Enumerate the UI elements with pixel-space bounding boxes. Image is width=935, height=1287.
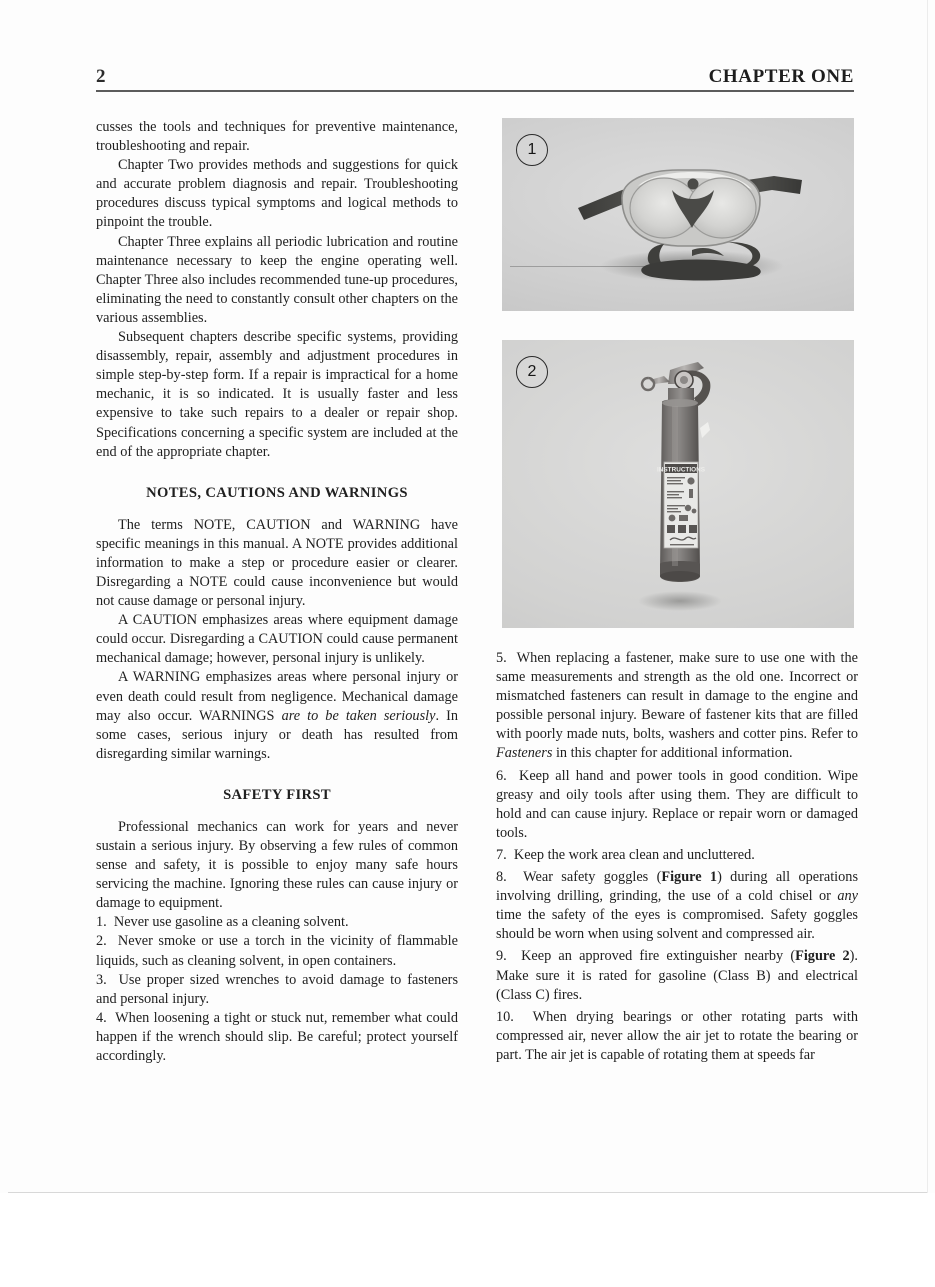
paragraph: Subsequent chapters describe specific systems, providing disassembly, repair, assembly and adjustment procedures in simple step-by-step form. If a repair is impractical for a home mechanic, it is so indicated. It is usually faster and less expensive to take such repairs to a dealer or repair shop. Specifications concerning a specific system are included at the end of the appropriate chapter. [96,329,458,460]
warning-tail: . In some cases, serious injury or death has resulted from disregarding similar warnings. [96,707,458,762]
list-text: Keep all hand and power tools in good condition. Wipe greasy and oily tools after using them. They are difficult to hold and can cause injury. Replace or repair worn or damaged tools. [496,767,858,841]
spacer [96,805,458,818]
list-text: Use proper sized wrenches to avoid damage to fasteners and personal injury. [96,971,459,1007]
list-text: Never smoke or use a torch in the vicinity of flammable liquids, such as cleaning solvent, in open containers. [96,933,458,969]
safety-list-item [96,932,458,970]
list-text-mid: ) during all operations involving drilling, grinding, the use of a cold chisel or [496,869,859,905]
list-text: When drying bearings or other rotating parts with compressed air, never allow the air jet to rotate the bearing or part. The air jet is capable of rotating them at speeds far [496,1008,858,1063]
list-number: 5. [496,650,507,666]
list-text: When loosening a tight or stuck nut, remember what could happen if the wrench should slip. Be careful; protect yourself accordingly. [96,1009,458,1065]
safety-list-item [496,947,858,1004]
spacer [96,764,458,786]
paragraph: A CAUTION emphasizes areas where equipment damage could occur. Disregarding a CAUTION could cause permanent mechanical damage; however, personal injury is unlikely. [96,612,458,667]
section-heading-notes: NOTES, CAUTIONS AND WARNINGS [146,484,408,501]
section-heading-safety: SAFETY FIRST [223,786,331,803]
safety-list-item [496,868,858,944]
figure-reference: Figure 2 [795,948,850,965]
figure-2-fire-extinguisher [502,340,854,628]
warning-lead: A WARNING emphasizes areas where personal injury or even death could result from negligence. Mechanical damage may also occur. WARNINGS [96,669,458,724]
warning-emphasis: are to be taken seriously [281,707,436,724]
safety-list-item [496,649,858,764]
right-text-column [496,649,858,1065]
safety-list-item [96,913,458,932]
spacer [96,462,458,484]
scan-edge-bottom [8,1192,928,1193]
safety-list-item [496,846,858,865]
paragraph: Chapter Three explains all periodic lubrication and routine maintenance necessary to keep the engine operating well. Chapter Three also includes recommended tune-up procedures, eliminating the need to constantly consult other chapters on the various assemblies. [96,233,458,326]
list-text-tail: time the safety of the eyes is compromised. Safety goggles should be worn when using solvent and compressed air. [496,907,858,943]
warning-paragraph [96,668,458,763]
list-number: 6. [496,767,507,784]
left-text-column [96,118,458,1066]
page-number: 2 [96,66,106,87]
safety-list-item [96,971,458,1009]
chapter-title: CHAPTER ONE [708,66,854,87]
list-number: 7. [496,846,507,863]
list-text-tail: in this chapter for additional information. [552,745,793,762]
fire-extinguisher-illustration [620,358,740,613]
list-number: 2. [96,933,107,950]
emphasis: any [837,888,858,905]
safety-goggles-illustration [552,146,827,296]
list-text: Wear safety goggles ( [523,869,662,886]
list-text: Never use gasoline as a cleaning solvent. [113,914,349,931]
safety-list-item [496,767,858,843]
figure-1-safety-goggles [502,118,854,311]
list-text: When replacing a fastener, make sure to use one with the same measurements and strength as the old one. Incorrect or mismatched fasteners can result in damage to the engine and possible personal injury. Beware of fastener kits that are filled with poorly made nuts, bolts, washers and cotter pins. Refer to [496,650,859,743]
spacer [96,503,458,516]
list-number: 8. [496,869,507,886]
figure-reference: Figure 1 [661,869,718,886]
extinguisher-instruction-label [657,462,706,548]
figure-callout-number: 1 [516,134,548,166]
scan-edge-right [927,0,928,1193]
cross-reference: Fasteners [496,745,553,762]
safety-list-item [96,1009,458,1066]
list-number: 3. [96,971,107,988]
list-number: 1. [96,914,107,931]
figure-callout-number: 2 [516,356,548,388]
paragraph: The terms NOTE, CAUTION and WARNING have specific meanings in this manual. A NOTE provides additional information to make a step or procedure easier or clearer. Disregarding a NOTE could cause inconvenience but would not cause damage or personal injury. [96,516,458,610]
label-title-text: INSTRUCTIONS [657,466,705,474]
paragraph: Chapter Two provides methods and suggestions for quick and accurate problem diagnosis and repair. Troubleshooting procedures discuss typical symptoms and logical methods to pinpoint the trouble. [96,157,458,231]
running-head [96,58,854,92]
paragraph: cusses the tools and techniques for preventive maintenance, troubleshooting and repair. [96,119,458,155]
paragraph: Professional mechanics can work for years and never sustain a serious injury. By observing a few rules of common sense and safety, it is possible to enjoy many safe hours servicing the machine. Ignoring these rules can cause injury or damage to equipment. [96,818,458,912]
list-text: Keep the work area clean and uncluttered. [513,846,755,863]
list-text-tail: ). Make sure it is rated for gasoline (Class B) and electrical (Class C) fires. [496,948,858,1003]
list-number: 10. [496,1008,514,1025]
list-text: Keep an approved fire extinguisher nearby ( [521,948,796,965]
list-number: 9. [496,948,507,965]
safety-list-item [496,1008,858,1065]
list-number: 4. [96,1009,107,1026]
